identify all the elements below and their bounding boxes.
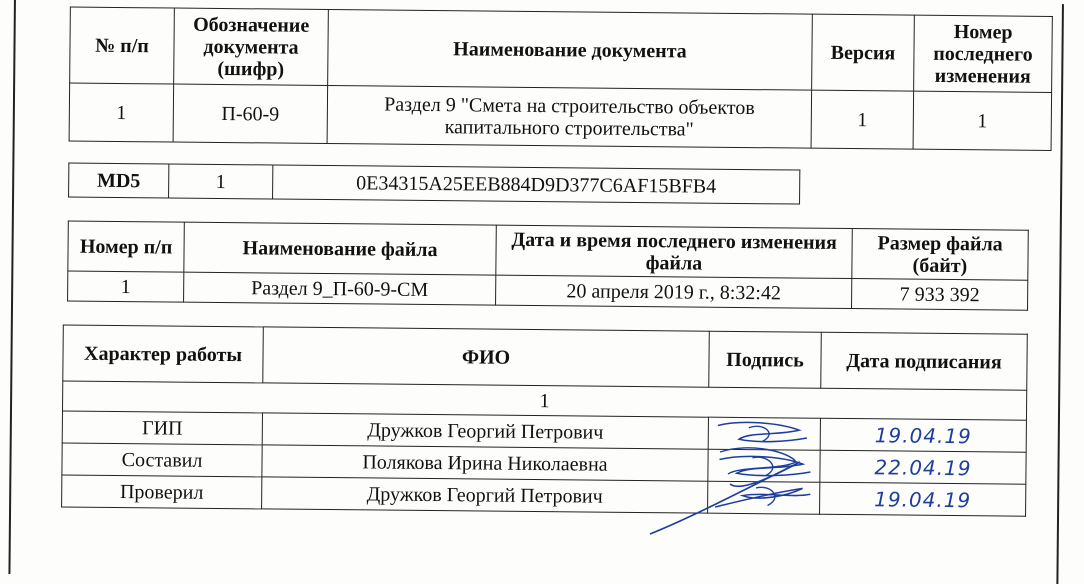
header-file-name: Наименование файла — [184, 222, 496, 275]
file-table — [67, 221, 1029, 311]
cell-fio: Дружков Георгий Петрович — [262, 477, 708, 513]
signature-table-header — [63, 325, 1027, 390]
cell-file-datetime: 20 апреля 2019 г., 8:32:42 — [496, 275, 852, 308]
sign-date: 19.04.19 — [820, 418, 1026, 452]
header-file-num: Номер п/п — [68, 221, 184, 272]
sign-date: 19.04.19 — [820, 482, 1026, 516]
header-doc-name: Наименование документа — [328, 10, 813, 91]
table-row — [69, 83, 1052, 150]
header-file-size: Размер файла (байт) — [852, 229, 1028, 281]
cell-code: П-60-9 — [173, 84, 328, 143]
signature-cell — [708, 481, 820, 514]
md5-label: MD5 — [69, 163, 169, 198]
signature-table — [61, 324, 1028, 516]
cell-doc-name: Раздел 9 "Смета на строительство объектов капитального строительства" — [327, 86, 812, 149]
md5-table — [68, 163, 800, 205]
document-table — [69, 7, 1053, 151]
cell-role: Составил — [62, 443, 262, 477]
header-fio: ФИО — [263, 327, 710, 387]
document-sheet — [8, 0, 1064, 584]
header-role: Характер работы — [63, 325, 264, 383]
md5-num: 1 — [169, 164, 273, 199]
cell-file-size: 7 933 392 — [852, 279, 1028, 311]
header-last-change: Номер последнего изменения — [914, 15, 1053, 92]
header-code: Обозначение документа (шифр) — [174, 8, 329, 85]
cell-num: 1 — [69, 83, 174, 142]
header-sign-date: Дата подписания — [821, 332, 1028, 390]
file-table-header — [68, 221, 1028, 280]
cell-fio: Дружков Георгий Петрович — [262, 413, 708, 449]
sign-date: 22.04.19 — [820, 450, 1026, 484]
cell-role: Проверил — [62, 475, 262, 509]
cell-last-change: 1 — [913, 91, 1052, 150]
signature-cell — [708, 449, 820, 482]
md5-hash: 0E34315A25EEB884D9D377C6AF15BFB4 — [273, 165, 800, 204]
header-file-datetime: Дата и время последнего изменения файла — [496, 225, 852, 278]
header-num: № п/п — [70, 7, 175, 84]
cell-role: ГИП — [62, 411, 262, 445]
signature-cell — [708, 417, 820, 450]
document-table-header — [70, 7, 1053, 92]
table-row — [69, 163, 800, 204]
header-version: Версия — [812, 14, 915, 91]
cell-file-num: 1 — [68, 271, 184, 302]
cell-fio: Полякова Ирина Николаевна — [262, 445, 708, 481]
cell-version: 1 — [811, 90, 914, 149]
handwritten-signature — [708, 450, 819, 482]
handwritten-signature — [709, 418, 820, 450]
cell-file-name: Раздел 9_П-60-9-СМ — [184, 272, 496, 305]
header-signature: Подпись — [709, 331, 822, 388]
group-number: 1 — [62, 381, 1026, 420]
handwritten-signature — [708, 482, 819, 514]
